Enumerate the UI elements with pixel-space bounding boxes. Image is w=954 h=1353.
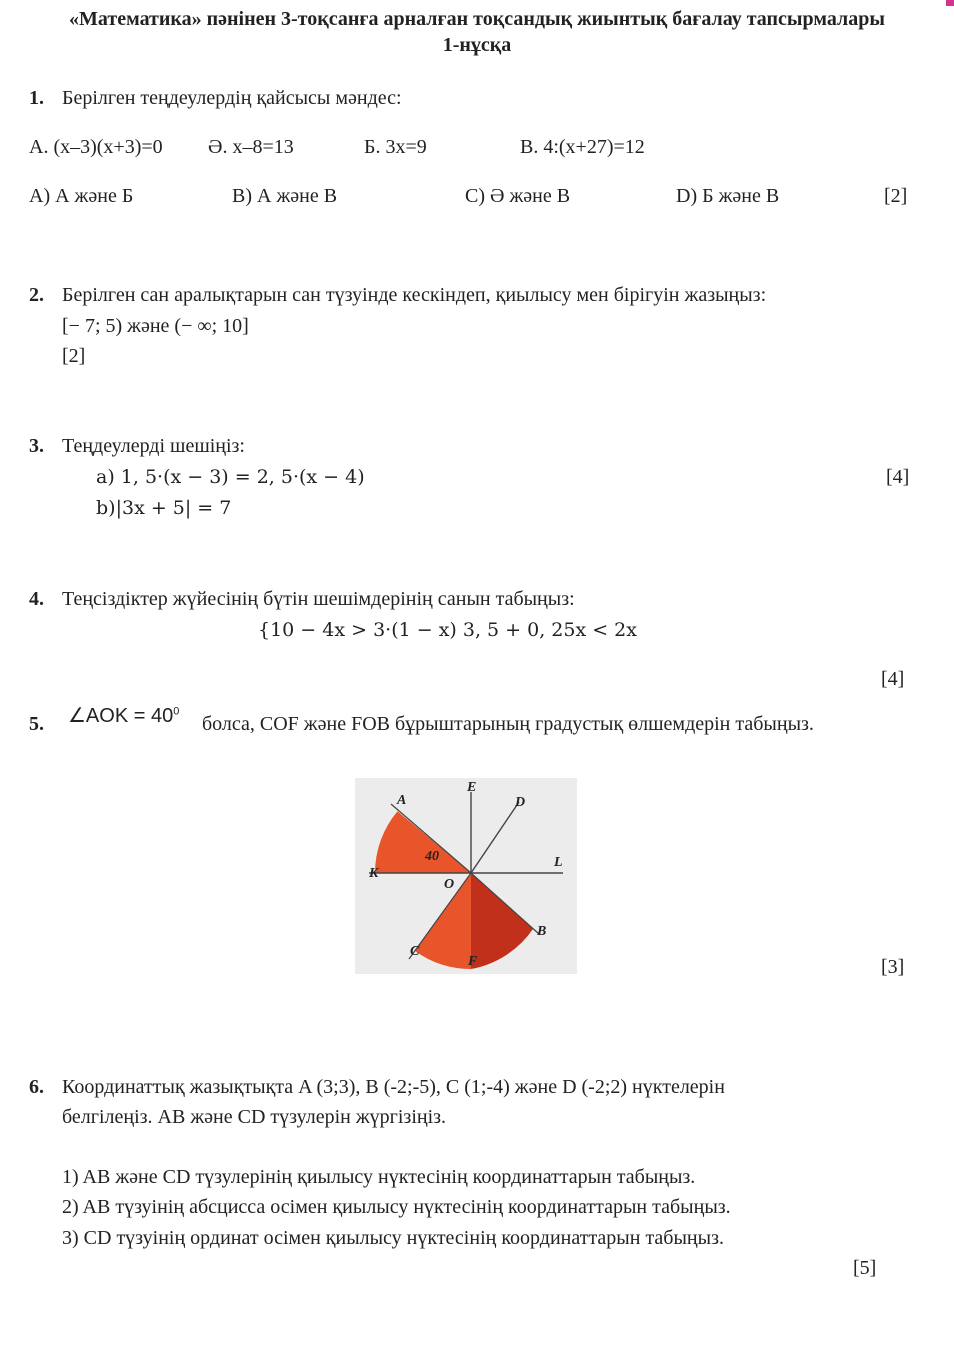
q5-angle-degree: 0 xyxy=(173,705,180,718)
q2-marks: [2] xyxy=(62,345,86,367)
label-a: A xyxy=(397,793,407,808)
q6-text-line1: Координаттық жазықтықта A (3;3), B (-2;-5), C (1;-4) және D (-2;2) нүктелерін xyxy=(62,1076,725,1098)
q5-number: 5. xyxy=(29,713,44,735)
q2-number: 2. xyxy=(29,284,44,306)
page-title: «Математика» пәнінен 3-тоқсанға арналған тоқсандық жиынтық бағалау тапсырмалары xyxy=(69,8,885,30)
q1-marks: [2] xyxy=(884,185,908,207)
label-c: C xyxy=(410,944,420,959)
q1-equation: Б. 3x=9 xyxy=(364,136,427,158)
angle-diagram xyxy=(355,778,577,974)
q4-marks: [4] xyxy=(881,668,905,690)
q1-equation: Ә. x–8=13 xyxy=(208,136,294,158)
label-b: B xyxy=(537,924,547,939)
q3-equation-a: a) 1, 5·(x − 3) = 2, 5·(x − 4) xyxy=(96,466,365,488)
angle-figure xyxy=(355,778,577,974)
q3-marks: [4] xyxy=(886,466,910,488)
q3-text: Теңдеулерді шешіңіз: xyxy=(62,435,245,457)
q1-answer: C) Ә және В xyxy=(465,185,571,207)
q5-angle-text: ∠AOK = 40 xyxy=(68,705,174,727)
q6-text-line2: белгілеңіз. AB және CD түзулерін жүргізіңіз. xyxy=(62,1106,447,1128)
label-e: E xyxy=(467,780,477,795)
q1-text: Берілген теңдеулердің қайсысы мәндес: xyxy=(62,87,402,109)
q1-equation: А. (x–3)(x+3)=0 xyxy=(29,136,163,158)
q4-number: 4. xyxy=(29,588,44,610)
q4-text: Теңсіздіктер жүйесінің бүтін шешімдерінің санын табыңыз: xyxy=(62,588,575,610)
q1-answer: D) Б және В xyxy=(676,185,780,207)
variant-label: 1-нұсқа xyxy=(442,34,512,56)
q6-item: 1) AB және CD түзулерінің қиылысу нүктесінің координаттарын табыңыз. xyxy=(62,1166,696,1188)
q5-angle xyxy=(68,703,179,728)
q1-answer: B) А және В xyxy=(232,185,338,207)
label-f: F xyxy=(468,954,478,969)
q3-number: 3. xyxy=(29,435,44,457)
q2-intervals: [− 7; 5) және (− ∞; 10] xyxy=(62,315,249,337)
label-d: D xyxy=(515,795,526,810)
q6-marks: [5] xyxy=(853,1257,877,1279)
q3-equation-b: b)|3x + 5| = 7 xyxy=(96,497,232,519)
label-angle-40: 40 xyxy=(425,849,439,864)
q1-equation: В. 4:(x+27)=12 xyxy=(520,136,645,158)
q6-item: 3) CD түзуінің ординат осімен қиылысу нүктесінің координаттарын табыңыз. xyxy=(62,1227,724,1249)
q4-system: {10 − 4x > 3·(1 − x) 3, 5 + 0, 25x < 2x xyxy=(258,619,637,641)
q1-answer: A) А және Б xyxy=(29,185,134,207)
q6-item: 2) AB түзуінің абсцисса осімен қиылысу нүктесінің координаттарын табыңыз. xyxy=(62,1196,731,1218)
q2-text: Берілген сан аралықтарын сан түзуінде кескіндеп, қиылысу мен бірігуін жазыңыз: xyxy=(62,284,767,306)
q1-number: 1. xyxy=(29,87,44,109)
q5-text: болса, COF және FOB бұрыштарының градустық өлшемдерін табыңыз. xyxy=(202,713,814,735)
corner-mark xyxy=(946,0,954,6)
q5-marks: [3] xyxy=(881,956,905,978)
label-o: O xyxy=(444,877,455,892)
label-k: K xyxy=(369,866,379,881)
q6-number: 6. xyxy=(29,1076,44,1098)
label-l: L xyxy=(554,855,563,870)
